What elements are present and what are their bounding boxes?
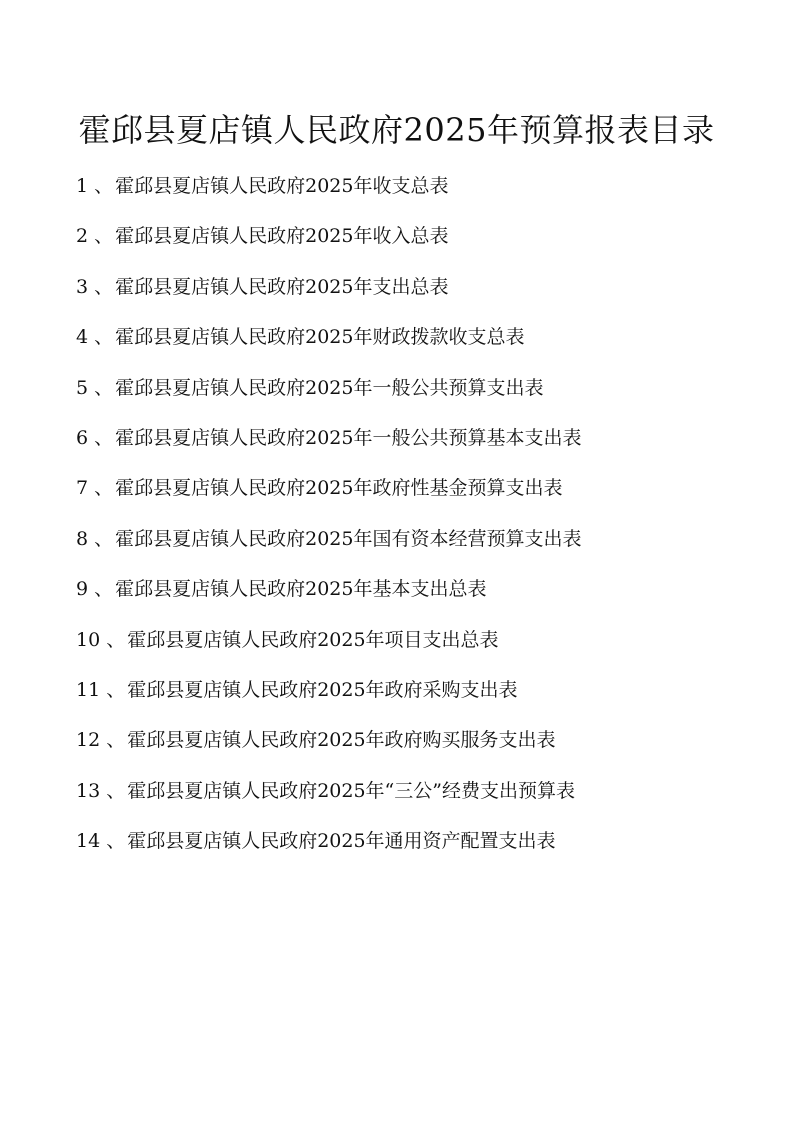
toc-item-separator: 、 <box>94 175 114 197</box>
toc-item-text: 霍邱县夏店镇人民政府2025年一般公共预算支出表 <box>115 376 544 399</box>
toc-item-separator: 、 <box>94 477 114 500</box>
toc-item <box>76 470 581 520</box>
toc-item <box>76 319 581 369</box>
toc-item-text: 霍邱县夏店镇人民政府2025年收入总表 <box>115 225 449 248</box>
toc-item-number: 13 <box>76 779 101 802</box>
toc-item-number: 11 <box>76 678 101 701</box>
toc-item-number: 8 <box>76 527 89 550</box>
toc-item-separator: 、 <box>106 628 126 651</box>
toc-item-text: 霍邱县夏店镇人民政府2025年通用资产配置支出表 <box>127 830 556 853</box>
toc-item-text: 霍邱县夏店镇人民政府2025年基本支出总表 <box>115 578 487 601</box>
toc-item-separator: 、 <box>94 578 114 601</box>
toc-item-text: 霍邱县夏店镇人民政府2025年政府购买服务支出表 <box>127 729 556 752</box>
toc-item <box>76 571 581 621</box>
toc-item-separator: 、 <box>94 326 114 349</box>
toc-item-separator: 、 <box>94 426 114 449</box>
toc-item-separator: 、 <box>94 225 114 248</box>
toc-item-separator: 、 <box>106 729 126 752</box>
toc-item-text: 霍邱县夏店镇人民政府2025年一般公共预算基本支出表 <box>115 426 582 449</box>
toc-item <box>76 521 581 571</box>
toc-item <box>76 370 581 420</box>
toc-item-separator: 、 <box>106 779 126 802</box>
toc-item-text: 霍邱县夏店镇人民政府2025年财政拨款收支总表 <box>115 326 525 349</box>
toc-item-separator: 、 <box>94 275 114 298</box>
toc-item-separator: 、 <box>106 678 126 701</box>
toc-item-number: 7 <box>76 477 89 500</box>
toc-item-number: 4 <box>76 326 89 349</box>
toc-item <box>76 420 581 470</box>
toc-item-separator: 、 <box>94 527 114 550</box>
toc-item-separator: 、 <box>94 376 114 399</box>
toc-item-number: 10 <box>76 628 101 651</box>
table-of-contents <box>76 168 581 873</box>
toc-item-number: 3 <box>76 275 89 298</box>
toc-item-number: 14 <box>76 830 101 853</box>
toc-item-text: 霍邱县夏店镇人民政府2025年政府性基金预算支出表 <box>115 477 563 500</box>
toc-item <box>76 168 581 218</box>
toc-item <box>76 269 581 319</box>
toc-item-text: 霍邱县夏店镇人民政府2025年“三公”经费支出预算表 <box>127 779 575 802</box>
toc-item-number: 12 <box>76 729 101 752</box>
toc-item <box>76 218 581 268</box>
toc-item <box>76 672 581 722</box>
toc-item-number: 9 <box>76 578 89 601</box>
toc-item <box>76 773 581 823</box>
toc-item-number: 1 <box>76 175 89 197</box>
toc-item-text: 霍邱县夏店镇人民政府2025年政府采购支出表 <box>127 678 518 701</box>
toc-item <box>76 722 581 772</box>
toc-item-text: 霍邱县夏店镇人民政府2025年国有资本经营预算支出表 <box>115 527 582 550</box>
toc-item-separator: 、 <box>106 830 126 853</box>
toc-item <box>76 622 581 672</box>
toc-item-text: 霍邱县夏店镇人民政府2025年支出总表 <box>115 275 449 298</box>
toc-item-number: 5 <box>76 376 89 399</box>
toc-item-text: 霍邱县夏店镇人民政府2025年项目支出总表 <box>127 628 499 651</box>
toc-item-text: 霍邱县夏店镇人民政府2025年收支总表 <box>115 175 449 197</box>
toc-item <box>76 823 581 873</box>
toc-item-number: 6 <box>76 426 89 449</box>
toc-item-number: 2 <box>76 225 89 248</box>
page-title: 霍邱县夏店镇人民政府2025年预算报表目录 <box>78 111 715 149</box>
